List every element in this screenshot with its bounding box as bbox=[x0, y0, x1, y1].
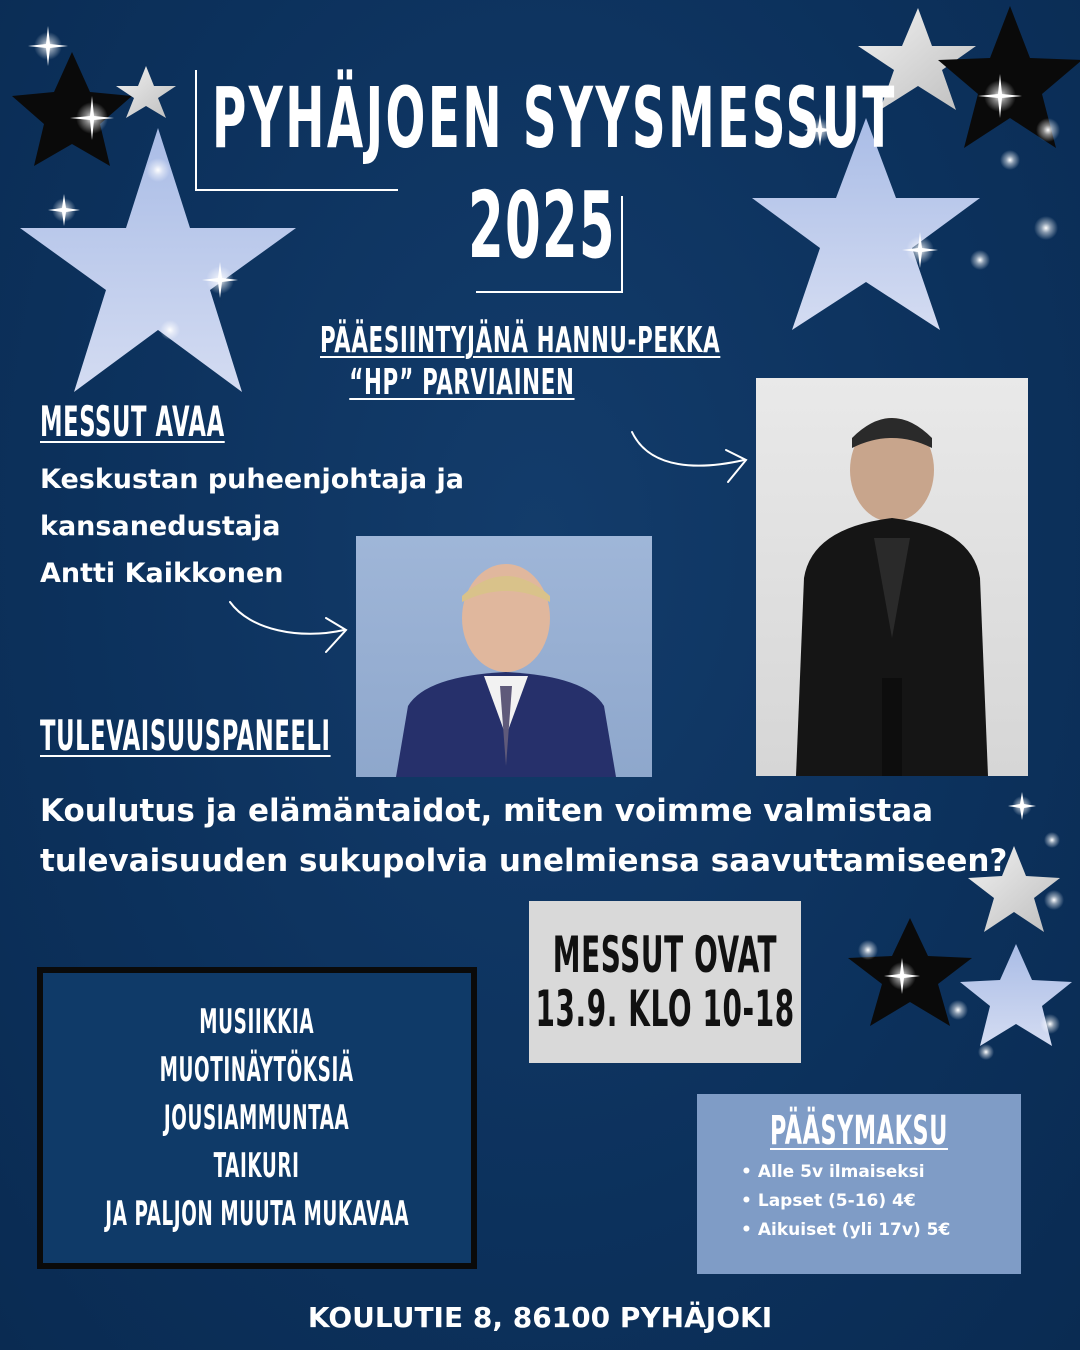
dates-line-1: MESSUT OVAT bbox=[552, 926, 778, 984]
opening-line-2: kansanedustaja bbox=[40, 511, 281, 542]
panel-line-1: Koulutus ja elämäntaidot, miten voimme valmistaa bbox=[40, 793, 934, 829]
panel-text bbox=[40, 786, 1007, 886]
fee-title: PÄÄSYMAKSU bbox=[770, 1108, 948, 1154]
star-icon bbox=[12, 52, 132, 166]
activity-item: JA PALJON MUUTA MUKAVAA bbox=[105, 1194, 409, 1234]
admission-fee-box bbox=[697, 1094, 1021, 1274]
activity-item: TAIKURI bbox=[214, 1146, 300, 1186]
event-address: KOULUTIE 8, 86100 PYHÄJOKI bbox=[307, 1301, 773, 1334]
fee-item: • Lapset (5-16) 4€ bbox=[741, 1187, 1021, 1216]
headliner-line-1: PÄÄESIINTYJÄNÄ HANNU-PEKKA bbox=[320, 320, 721, 361]
opening-label: MESSUT AVAA bbox=[40, 397, 225, 446]
headliner-line-2: “HP” PARVIAINEN bbox=[349, 362, 575, 403]
panel-line-2: tulevaisuuden sukupolvia unelmiensa saavuttamiseen? bbox=[40, 843, 1008, 879]
activities-box bbox=[37, 967, 477, 1269]
event-dates-box bbox=[529, 901, 801, 1063]
curved-arrow-icon bbox=[230, 602, 346, 652]
opening-line-3: Antti Kaikkonen bbox=[40, 558, 284, 589]
headliner-photo bbox=[756, 378, 1028, 776]
opener-photo bbox=[356, 536, 652, 777]
event-year: 2025 bbox=[468, 172, 616, 279]
fee-list bbox=[741, 1158, 1021, 1245]
headliner-heading bbox=[320, 320, 721, 404]
dates-line-2: 13.9. KLO 10-18 bbox=[535, 980, 795, 1038]
activity-item: MUOTINÄYTÖKSIÄ bbox=[159, 1050, 355, 1090]
panel-label: TULEVAISUUSPANEELI bbox=[40, 711, 331, 760]
activity-item: MUSIIKKIA bbox=[199, 1002, 315, 1042]
activity-item: JOUSIAMMUNTAA bbox=[164, 1098, 350, 1138]
fee-item: • Aikuiset (yli 17v) 5€ bbox=[741, 1216, 1021, 1245]
event-title: PYHÄJOEN SYYSMESSUT bbox=[212, 69, 897, 167]
star-icon bbox=[116, 66, 176, 118]
fee-item: • Alle 5v ilmaiseksi bbox=[741, 1158, 1021, 1187]
opening-line-1: Keskustan puheenjohtaja ja bbox=[40, 464, 464, 495]
curved-arrow-icon bbox=[632, 432, 746, 482]
